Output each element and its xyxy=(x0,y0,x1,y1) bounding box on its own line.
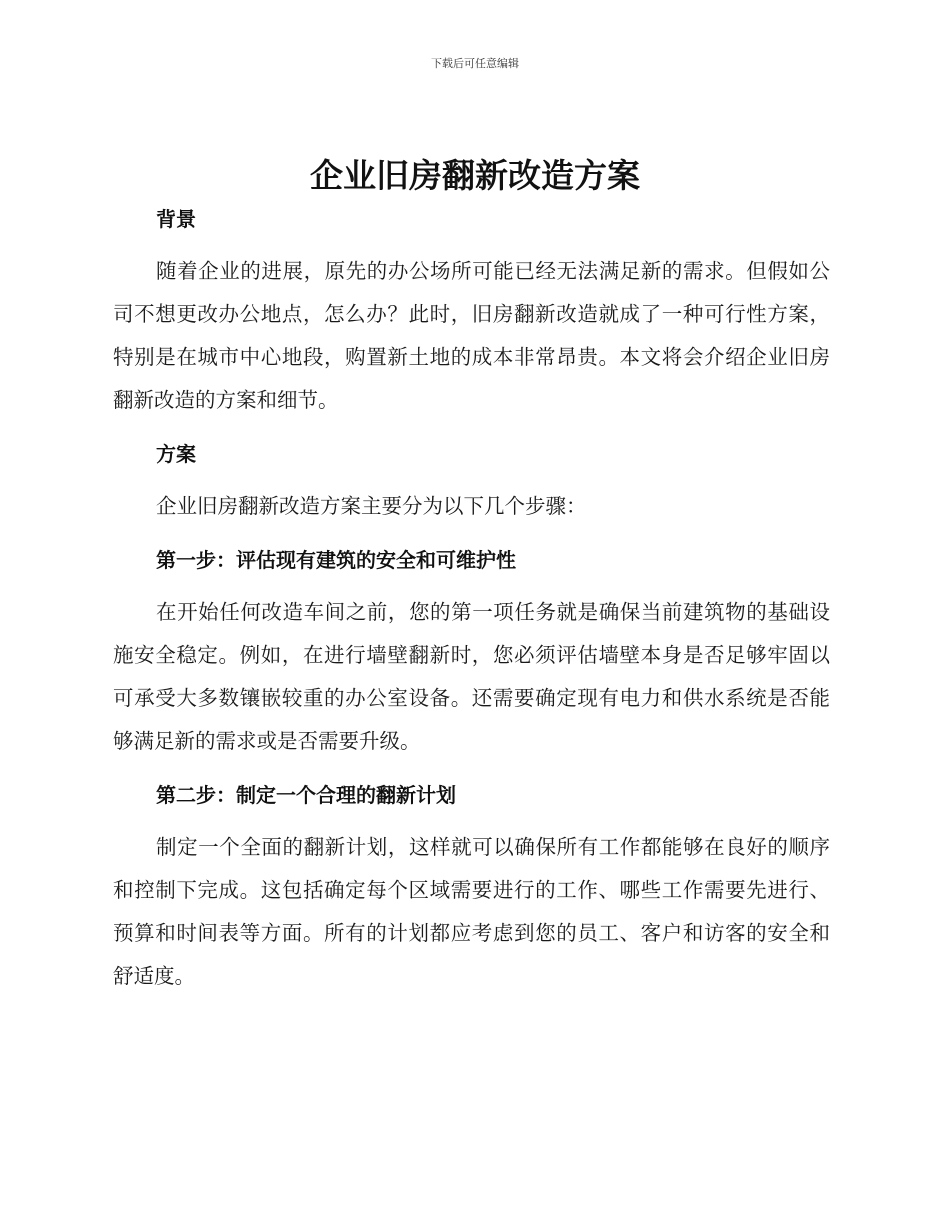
section-heading-plan: 方案 xyxy=(156,442,196,466)
section-paragraph-step-one: 在开始任何改造车间之前，您的第一项任务就是确保当前建筑物的基础设施安全稳定。例如，在进行墙壁翻新时，您必须评估墙壁本身是否足够牢固以可承受大多数镶嵌较重的办公室设备。还需要确定现有电力和供水系统是否能够满足新的需求或是否需要升级。 xyxy=(113,600,830,753)
section-heading-step-one: 第一步：评估现有建筑的安全和可维护性 xyxy=(156,548,516,572)
document-body xyxy=(113,200,830,998)
section-paragraph-background: 随着企业的进展，原先的办公场所可能已经无法满足新的需求。但假如公司不想更改办公地点，怎么办？此时，旧房翻新改造就成了一种可行性方案，特别是在城市中心地段，购置新土地的成本非常昂贵。本文将会介绍企业旧房翻新改造的方案和细节。 xyxy=(113,259,830,412)
section-heading-background: 背景 xyxy=(156,207,196,231)
section-heading-step-two: 第二步：制定一个合理的翻新计划 xyxy=(156,783,456,807)
header-note: 下载后可任意编辑 xyxy=(431,57,519,70)
section-paragraph-plan: 企业旧房翻新改造方案主要分为以下几个步骤： xyxy=(156,494,587,518)
section-paragraph-step-two: 制定一个全面的翻新计划，这样就可以确保所有工作都能够在良好的顺序和控制下完成。这包括确定每个区域需要进行的工作、哪些工作需要先进行、预算和时间表等方面。所有的计划都应考虑到您的员工、客户和访客的安全和舒适度。 xyxy=(113,835,830,988)
document-title: 企业旧房翻新改造方案 xyxy=(310,156,640,195)
